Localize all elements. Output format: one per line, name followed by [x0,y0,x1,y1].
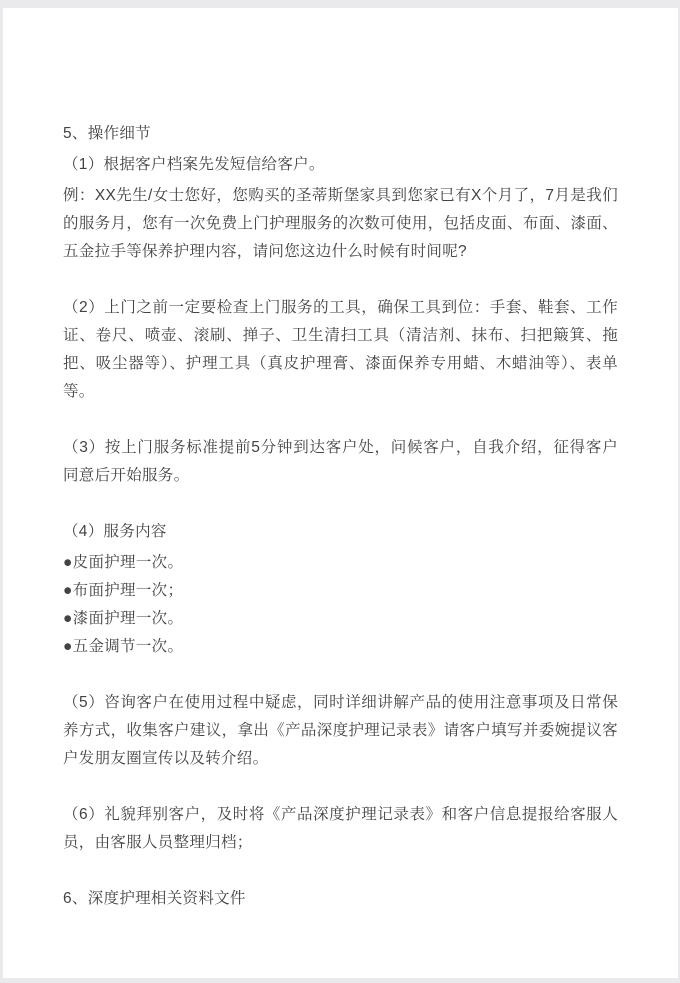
section-6-heading: 6、深度护理相关资料文件 [63,890,246,907]
para-2-tool-check: （2）上门之前一定要检查上门服务的工具，确保工具到位：手套、鞋套、工作证、卷尺、喷壶、滚刷、掸子、卫生清扫工具（清洁剂、抹布、扫把簸箕、拖把、吸尘器等）、护理工具（真皮护理膏、漆面保养专用蜡、木蜡油等）、表单等。 [63,299,618,400]
para-3-arrival-standard: （3）按上门服务标准提前5分钟到达客户处，问候客户，自我介绍，征得客户同意后开始服务。 [63,439,618,484]
para-6-farewell-report: （6）礼貌拜别客户，及时将《产品深度护理记录表》和客户信息提报给客服人员，由客服人员整理归档； [63,806,618,851]
service-item-paint: ●漆面护理一次。 [63,610,184,627]
para-1-sms-notice: （1）根据客户档案先发短信给客户。 [63,156,325,173]
para-1-sms-example: 例：XX先生/女士您好，您购买的圣蒂斯堡家具到您家已有X个月了，7月是我们的服务月，您有一次免费上门护理服务的次数可使用，包括皮面、布面、漆面、五金拉手等保养护理内容，请问您这边什么时候有时间呢? [63,187,618,260]
service-item-hardware: ●五金调节一次。 [63,638,184,655]
service-item-fabric: ●布面护理一次； [63,582,184,599]
para-5-consult-customer: （5）咨询客户在使用过程中疑虑，同时详细讲解产品的使用注意事项及日常保养方式，收集客户建议，拿出《产品深度护理记录表》请客户填写并委婉提议客户发朋友圈宣传以及转介绍。 [63,694,618,767]
document-page [3,8,678,978]
service-item-leather: ●皮面护理一次。 [63,554,184,571]
document-content [3,8,678,913]
section-5-heading: 5、操作细节 [63,125,151,142]
para-4-service-content-heading: （4）服务内容 [63,523,167,540]
